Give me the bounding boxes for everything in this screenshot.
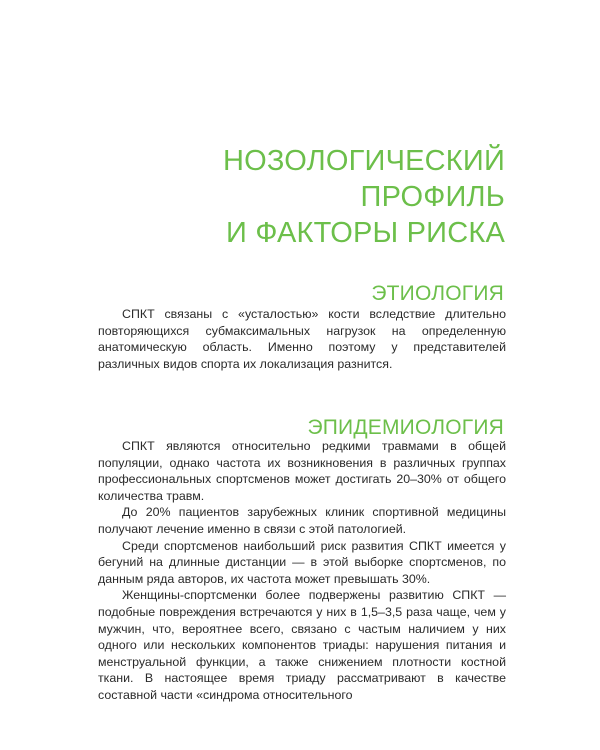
section-heading-epidemiology: ЭПИДЕМИОЛОГИЯ (307, 416, 504, 440)
epidemiology-text (98, 438, 506, 704)
etiology-paragraph: СПКТ связаны с «усталостью» кости вследствие длительно повторяющихся субмаксимальных нагрузок на определенную анатомическую область. Именно поэтому у представителей различных видов спорта их локализация разнится. (98, 307, 506, 371)
chapter-title-line-2: И ФАКТОРЫ РИСКА (226, 217, 505, 250)
epidemiology-paragraph-3: Среди спортсменов наибольший риск развития СПКТ имеется у бегуний на длинные дистанции — в этой выборке спортсменов, по данным ряда авторов, их частота может превышать 30%. (98, 538, 506, 586)
epidemiology-paragraph-2: До 20% пациентов зарубежных клиник спортивной медицины получают лечение именно в связи с этой патологией. (98, 505, 506, 536)
etiology-text (98, 306, 506, 372)
epidemiology-paragraph-1: СПКТ являются относительно редкими травмами в общей популяции, однако частота их возникновения в различных группах профессиональных спортсменов может достигать 20–30% от общего количества травм. (98, 439, 506, 503)
chapter-title-line-1: НОЗОЛОГИЧЕСКИЙ ПРОФИЛЬ (222, 145, 505, 214)
epidemiology-paragraph-4: Женщины-спортсменки более подвержены развитию СПКТ — подобные повреждения встречаются у них в 1,5–3,5 раза чаще, чем у мужчин, что, вероятнее всего, связано с частым наличием у них одного или нескольких компонентов триады: нарушения питания и менструальной функции, а также снижением плотности костной ткани. В настоящее время триаду рассматривают в качестве составной части «синдрома относительного (98, 588, 506, 702)
section-heading-etiology: ЭТИОЛОГИЯ (371, 282, 504, 306)
chapter-title (85, 143, 505, 251)
